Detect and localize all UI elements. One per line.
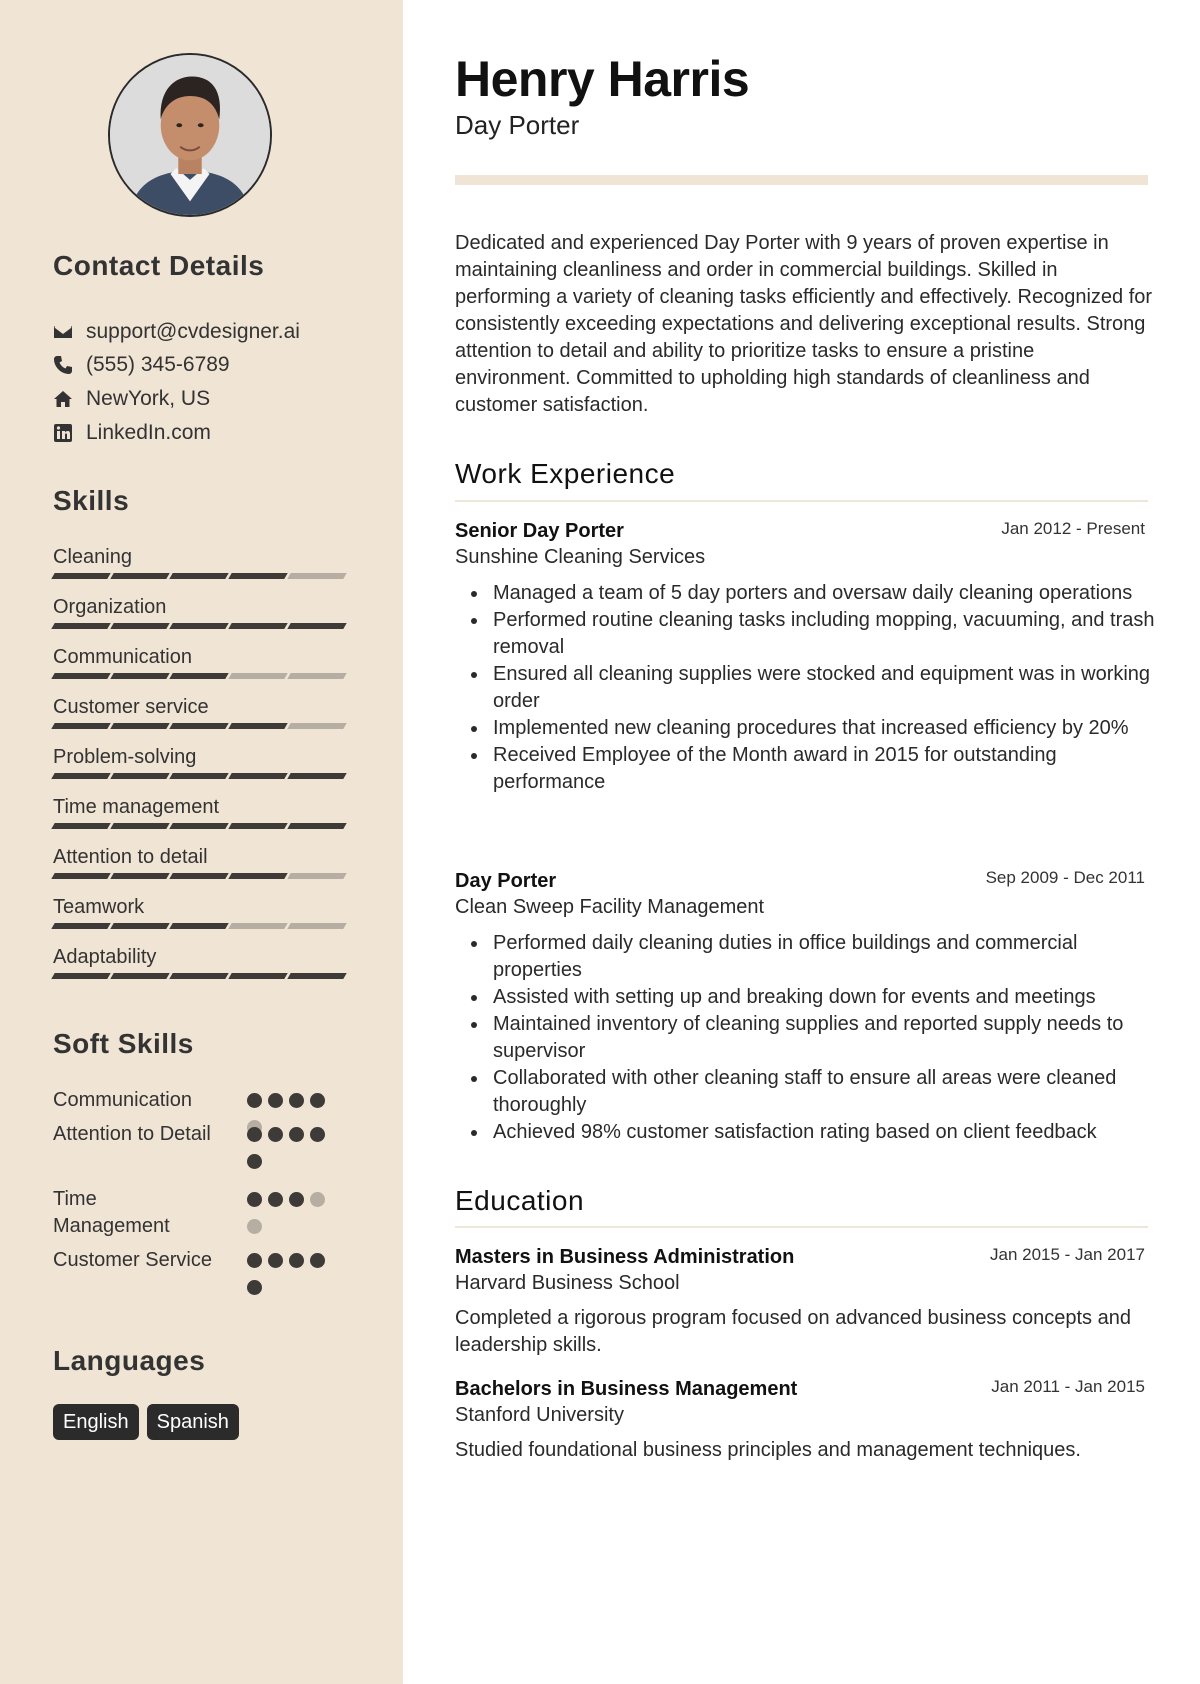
soft-skill-name: Communication (53, 1089, 192, 1111)
soft-skills-heading: Soft Skills (53, 1028, 194, 1059)
skill-level-segment (51, 673, 110, 679)
envelope-icon (53, 322, 73, 342)
skill-level-segment (110, 973, 169, 979)
list-item: Maintained inventory of cleaning supplies and reported supply needs to supervisor (455, 1011, 1155, 1065)
contact-email-text: support@cvdesigner.ai (86, 320, 300, 343)
skill-level-bar (53, 623, 349, 629)
skill-level-segment (228, 973, 287, 979)
list-item: Implemented new cleaning procedures that increased efficiency by 20% (455, 715, 1155, 742)
soft-skill-item (53, 1121, 353, 1148)
rating-dot (310, 1192, 325, 1207)
contact-location-text: NewYork, US (86, 387, 211, 410)
list-item: Assisted with setting up and breaking down for events and meetings (455, 984, 1155, 1011)
rating-dot (268, 1192, 283, 1207)
skill-level-segment (228, 723, 287, 729)
rating-dot (289, 1127, 304, 1142)
skill-level-segment (169, 723, 228, 729)
rating-dot (268, 1093, 283, 1108)
contact-linkedin-text: LinkedIn.com (86, 421, 211, 444)
job-title-2: Day Porter (455, 870, 557, 892)
job-title-1: Senior Day Porter (455, 520, 624, 542)
language-badge: Spanish (147, 1404, 239, 1440)
contact-heading: Contact Details (53, 250, 265, 281)
skills-heading: Skills (53, 485, 130, 516)
list-item: Performed daily cleaning duties in office buildings and commercial properties (455, 930, 1155, 984)
sidebar (0, 0, 403, 1684)
skill-level-bar (53, 973, 349, 979)
list-item: Ensured all cleaning supplies were stocked and equipment was in working order (455, 661, 1155, 715)
list-item: Received Employee of the Month award in 2015 for outstanding performance (455, 742, 1155, 796)
skill-level-segment (51, 623, 110, 629)
skill-item (53, 844, 349, 879)
skill-level-segment (110, 873, 169, 879)
job-bullets-2 (455, 930, 1155, 1146)
rating-dot (247, 1280, 262, 1295)
edu-desc-1: Completed a rigorous program focused on advanced business concepts and leadership skills. (455, 1307, 1131, 1356)
job-dates-1: Jan 2012 - Present (1001, 519, 1145, 538)
skill-level-segment (228, 623, 287, 629)
rating-dot (289, 1253, 304, 1268)
skill-level-segment (287, 773, 346, 779)
skill-level-segment (110, 673, 169, 679)
language-badge: English (53, 1404, 139, 1440)
avatar (108, 53, 272, 217)
skill-name: Organization (53, 596, 167, 618)
skill-item (53, 594, 349, 629)
summary-text: Dedicated and experienced Day Porter with 9 years of proven expertise in maintaining cleanliness and order in commercial buildings. Skilled in performing a variety of cleaning tasks efficiently and effectively. Recognized for consistently exceeding expectations and delivering exceptional results. Strong attention to detail and ability to prioritize tasks to ensure a pristine environment. Committed to upholding high standards of cleanliness and customer satisfaction. (455, 232, 1153, 416)
soft-skill-rating (247, 1127, 337, 1181)
rating-dot (310, 1127, 325, 1142)
skill-level-bar (53, 723, 349, 729)
skill-item (53, 794, 349, 829)
skill-name: Teamwork (53, 896, 145, 918)
skill-item (53, 744, 349, 779)
edu-desc-2: Studied foundational business principles and management techniques. (455, 1439, 1081, 1461)
list-item: Performed routine cleaning tasks including mopping, vacuuming, and trash removal (455, 607, 1155, 661)
skill-level-segment (169, 823, 228, 829)
skill-level-segment (51, 773, 110, 779)
rating-dot (268, 1127, 283, 1142)
rating-dot (247, 1219, 262, 1234)
skill-level-segment (169, 973, 228, 979)
soft-skill-name: Customer Service (53, 1249, 212, 1271)
skill-level-segment (287, 823, 346, 829)
skill-level-segment (110, 823, 169, 829)
languages-heading: Languages (53, 1345, 206, 1376)
list-item: Achieved 98% customer satisfaction rating based on client feedback (455, 1119, 1155, 1146)
edu-degree-2: Bachelors in Business Management (455, 1378, 798, 1400)
edu-dates-2: Jan 2011 - Jan 2015 (991, 1377, 1145, 1396)
job-dates-2: Sep 2009 - Dec 2011 (985, 868, 1145, 887)
skill-level-segment (51, 973, 110, 979)
skill-level-segment (110, 773, 169, 779)
soft-skill-rating (247, 1192, 337, 1246)
candidate-name: Henry Harris (455, 51, 750, 107)
languages-list (53, 1404, 239, 1440)
contact-location (53, 385, 210, 413)
skill-level-segment (287, 873, 346, 879)
job-company-2: Clean Sweep Facility Management (455, 896, 765, 918)
contact-email[interactable] (53, 318, 300, 346)
skill-level-segment (169, 873, 228, 879)
skill-level-segment (287, 623, 346, 629)
skill-level-segment (110, 723, 169, 729)
skill-level-segment (169, 673, 228, 679)
skill-level-segment (287, 573, 346, 579)
main-content (403, 0, 1200, 1684)
list-item: Collaborated with other cleaning staff to ensure all areas were cleaned thoroughly (455, 1065, 1155, 1119)
skill-level-segment (110, 573, 169, 579)
skill-level-bar (53, 673, 349, 679)
soft-skill-rating (247, 1253, 337, 1307)
skill-level-segment (51, 873, 110, 879)
skill-level-segment (228, 573, 287, 579)
job-company-1: Sunshine Cleaning Services (455, 546, 706, 568)
skill-item (53, 544, 349, 579)
header-divider (455, 175, 1148, 185)
soft-skill-item (53, 1186, 353, 1240)
education-heading: Education (455, 1185, 585, 1216)
linkedin-icon (53, 423, 73, 443)
rating-dot (247, 1253, 262, 1268)
skill-item (53, 894, 349, 929)
rating-dot (247, 1127, 262, 1142)
skill-level-bar (53, 573, 349, 579)
skill-name: Adaptability (53, 946, 157, 968)
skill-level-bar (53, 823, 349, 829)
skill-level-segment (228, 923, 287, 929)
skill-name: Time management (53, 796, 219, 818)
skill-level-segment (169, 623, 228, 629)
edu-dates-1: Jan 2015 - Jan 2017 (989, 1245, 1145, 1264)
skill-level-segment (169, 923, 228, 929)
edu-degree-1: Masters in Business Administration (455, 1246, 795, 1268)
edu-school-1: Harvard Business School (455, 1272, 680, 1294)
rating-dot (247, 1093, 262, 1108)
rating-dot (310, 1093, 325, 1108)
edu-school-2: Stanford University (455, 1404, 624, 1426)
skill-level-segment (228, 823, 287, 829)
skill-level-segment (228, 673, 287, 679)
skill-name: Cleaning (53, 546, 132, 568)
soft-skill-item (53, 1247, 353, 1274)
soft-skill-name: Time Management (53, 1188, 170, 1237)
skill-level-segment (287, 723, 346, 729)
skill-item (53, 644, 349, 679)
rating-dot (268, 1253, 283, 1268)
skill-item (53, 944, 349, 979)
contact-phone[interactable] (53, 351, 230, 379)
rating-dot (289, 1093, 304, 1108)
skill-level-segment (169, 573, 228, 579)
rating-dot (310, 1253, 325, 1268)
skill-level-segment (51, 923, 110, 929)
education-divider (455, 1226, 1148, 1228)
skill-level-segment (228, 873, 287, 879)
skill-level-bar (53, 923, 349, 929)
job-bullets-1 (455, 580, 1155, 796)
soft-skill-item (53, 1087, 353, 1114)
phone-icon (53, 355, 73, 375)
skill-level-segment (287, 973, 346, 979)
skill-level-segment (51, 573, 110, 579)
skill-level-segment (110, 623, 169, 629)
soft-skill-name: Attention to Detail (53, 1123, 211, 1145)
work-heading: Work Experience (455, 458, 676, 489)
contact-linkedin[interactable] (53, 419, 211, 447)
profile-photo (110, 55, 270, 215)
skill-level-segment (287, 923, 346, 929)
skill-name: Communication (53, 646, 192, 668)
skill-level-segment (51, 823, 110, 829)
rating-dot (247, 1154, 262, 1169)
skill-level-segment (51, 723, 110, 729)
skill-level-bar (53, 873, 349, 879)
rating-dot (289, 1192, 304, 1207)
skill-level-segment (228, 773, 287, 779)
rating-dot (247, 1192, 262, 1207)
work-divider (455, 500, 1148, 502)
skill-level-bar (53, 773, 349, 779)
skill-name: Customer service (53, 696, 209, 718)
skill-level-segment (169, 773, 228, 779)
skill-level-segment (287, 673, 346, 679)
contact-phone-text: (555) 345-6789 (86, 353, 230, 376)
skill-name: Attention to detail (53, 846, 208, 868)
list-item: Managed a team of 5 day porters and oversaw daily cleaning operations (455, 580, 1155, 607)
skill-item (53, 694, 349, 729)
skill-level-segment (110, 923, 169, 929)
candidate-title: Day Porter (455, 110, 580, 140)
skill-name: Problem-solving (53, 746, 197, 768)
home-icon (53, 389, 73, 409)
